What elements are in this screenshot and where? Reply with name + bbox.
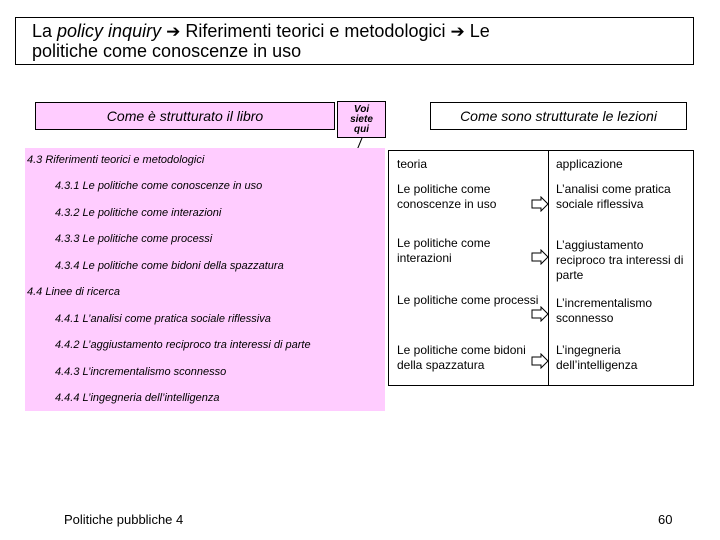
block-arrow-icon bbox=[531, 249, 549, 265]
table-cell-application: L’analisi come pratica sociale riflessiva bbox=[556, 182, 671, 211]
toc-item: 4.4.3 L’incrementalismo sconnesso bbox=[55, 366, 227, 378]
table-header-theory: teoria bbox=[397, 157, 428, 171]
toc-item: 4.3.4 Le politiche come bidoni della spazzatura bbox=[55, 260, 284, 272]
toc-item: 4.3.1 Le politiche come conoscenze in uso bbox=[55, 180, 263, 192]
toc-item: 4.4.4 L’ingegneria dell’intelligenza bbox=[55, 392, 220, 404]
toc-item: 4.4 Linee di ricerca bbox=[27, 286, 120, 298]
table-cell-application: L’aggiustamento reciproco tra interessi di parte bbox=[556, 238, 684, 282]
lesson-structure-header: Come sono strutturate le lezioni bbox=[430, 102, 687, 130]
you-are-here-callout: Voi siete qui bbox=[337, 101, 386, 138]
page-number: 60 bbox=[658, 512, 673, 527]
table-cell-theory: Le politiche come conoscenze in uso bbox=[397, 182, 497, 211]
right-arrow-icon: ➔ bbox=[450, 22, 465, 41]
title-italic: policy inquiry bbox=[57, 21, 162, 41]
toc-item: 4.3.2 Le politiche come interazioni bbox=[55, 207, 222, 219]
toc-item: 4.4.1 L’analisi come pratica sociale riflessiva bbox=[55, 313, 271, 325]
table-cell-theory: Le politiche come bidoni della spazzatura bbox=[397, 343, 526, 372]
table-divider bbox=[548, 151, 549, 385]
table-cell-application: L’ingegneria dell’intelligenza bbox=[556, 343, 638, 372]
block-arrow-icon bbox=[531, 306, 549, 322]
block-arrow-icon bbox=[531, 196, 549, 212]
toc-item: 4.4.2 L’aggiustamento reciproco tra interessi di parte bbox=[55, 339, 311, 351]
table-cell-theory: Le politiche come interazioni bbox=[397, 236, 491, 265]
slide-title-line-1: La policy inquiry ➔ Riferimenti teorici e metodologici ➔ Le bbox=[32, 21, 490, 41]
table-cell-application: L’incrementalismo sconnesso bbox=[556, 296, 653, 325]
toc-item: 4.3 Riferimenti teorici e metodologici bbox=[27, 154, 205, 166]
table-cell-theory: Le politiche come processi bbox=[397, 293, 539, 307]
lesson-table bbox=[388, 150, 694, 386]
slide-title-line-2: politiche come conoscenze in uso bbox=[32, 41, 302, 61]
book-toc-panel bbox=[25, 148, 385, 411]
toc-item: 4.3.3 Le politiche come processi bbox=[55, 233, 213, 245]
right-arrow-icon: ➔ bbox=[166, 22, 181, 41]
footer-course-title: Politiche pubbliche 4 bbox=[64, 512, 184, 527]
book-structure-header: Come è strutturato il libro bbox=[35, 102, 335, 130]
table-header-application: applicazione bbox=[556, 157, 623, 171]
block-arrow-icon bbox=[531, 353, 549, 369]
